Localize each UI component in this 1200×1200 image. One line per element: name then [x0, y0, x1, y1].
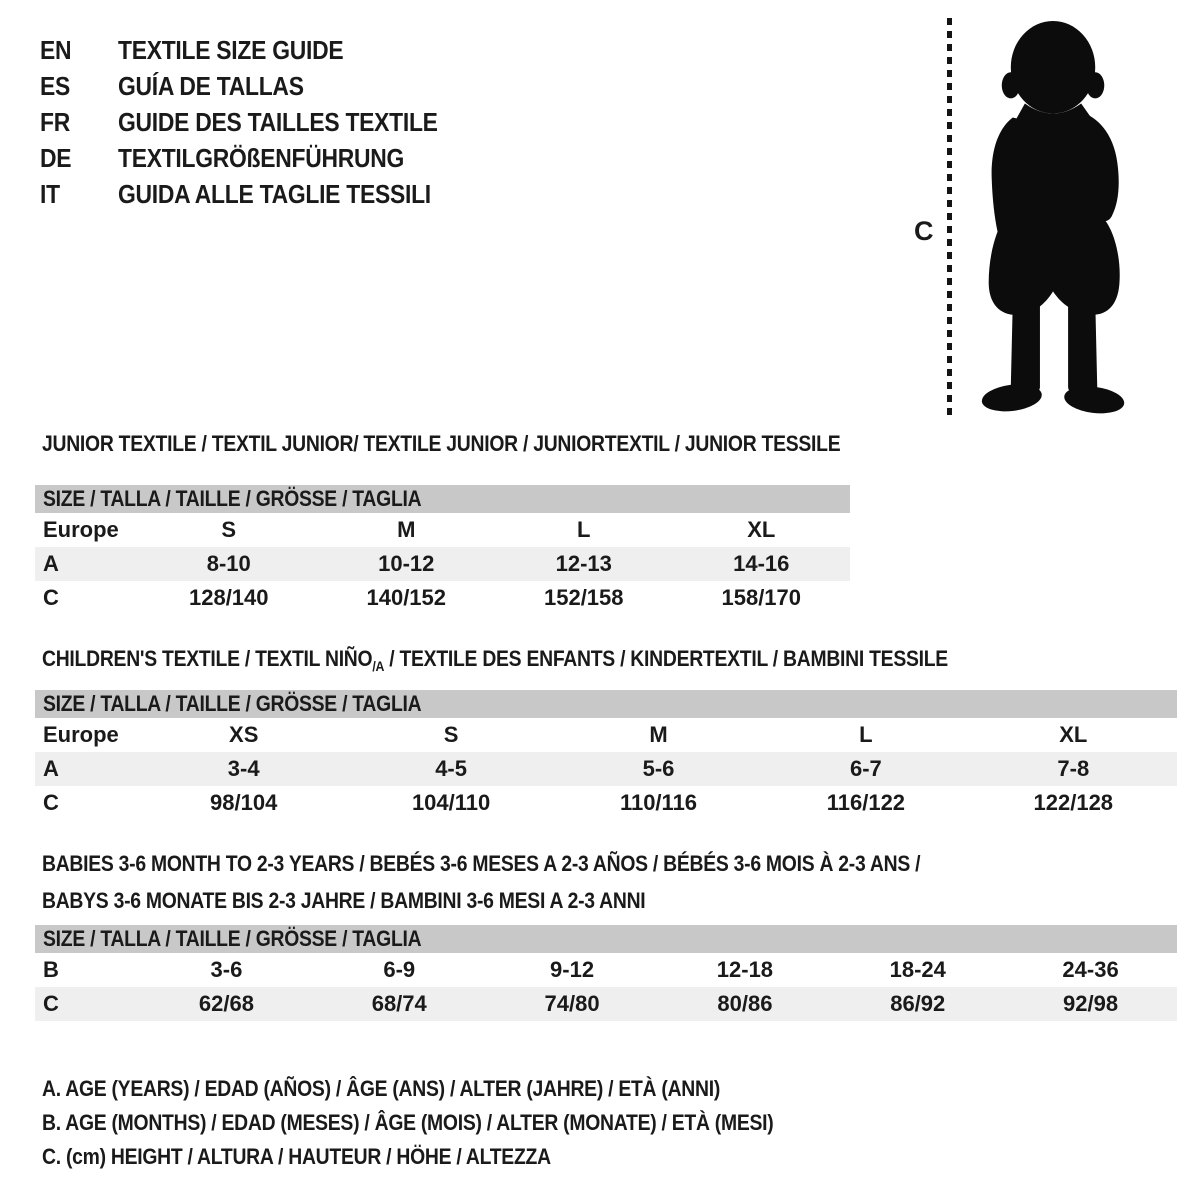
size-cell: 14-16 — [733, 551, 790, 576]
size-cell: 122/128 — [1033, 790, 1114, 815]
section-title-babies: BABIES 3-6 MONTH TO 2-3 YEARS / BEBÉS 3-6 MESES A 2-3 AÑOS / BÉBÉS 3-6 MOIS À 2-3 ANS / BABYS 3-6 MONATE BIS 2-3 JAHRE / BAMBINI 3-6 MESI A 2-3 ANNI — [42, 851, 921, 913]
table-row — [35, 718, 1177, 752]
language-title-de: TEXTILGRÖßENFÜHRUNG — [118, 142, 405, 173]
size-cell: 86/92 — [890, 991, 946, 1016]
size-cell: 7-8 — [1057, 756, 1090, 781]
table-row — [35, 786, 1177, 820]
row-label: C — [43, 790, 59, 815]
size-cell: 6-9 — [383, 957, 416, 982]
size-cell: 110/116 — [619, 790, 698, 815]
row-label: A — [43, 756, 59, 781]
size-cell: 8-10 — [206, 551, 251, 576]
row-label: Europe — [43, 517, 119, 542]
size-cell: S — [221, 517, 237, 542]
legend — [42, 1072, 873, 1174]
legend-line-b: B. AGE (MONTHS) / EDAD (MESES) / ÂGE (MOIS) / ALTER (MONATE) / ETÀ (MESI) — [42, 1110, 774, 1135]
size-cell: 128/140 — [188, 585, 269, 610]
table-row — [35, 752, 1177, 786]
row-label: A — [43, 551, 59, 576]
size-cell: 74/80 — [544, 991, 600, 1016]
babies-size-table — [35, 925, 1177, 1021]
size-cell: 3-6 — [210, 957, 243, 982]
size-cell: 5-6 — [642, 756, 675, 781]
language-title-fr: GUIDE DES TAILLES TEXTILE — [118, 106, 438, 137]
size-cell: S — [443, 722, 459, 747]
table-row — [35, 547, 850, 581]
size-cell: XL — [1059, 722, 1088, 747]
size-cell: 24-36 — [1062, 957, 1119, 982]
size-cell: 18-24 — [889, 957, 946, 982]
language-code-de: DE — [40, 142, 72, 173]
size-cell: 80/86 — [717, 991, 773, 1016]
language-code-fr: FR — [40, 106, 70, 137]
size-cell: 92/98 — [1063, 991, 1119, 1016]
junior-size-table — [35, 485, 850, 615]
size-cell: 158/170 — [721, 585, 802, 610]
language-title-it: GUIDA ALLE TAGLIE TESSILI — [118, 178, 431, 209]
language-code-es: ES — [40, 70, 71, 101]
size-cell: M — [649, 722, 668, 747]
children-size-table — [35, 690, 1177, 820]
table-header-size: SIZE / TALLA / TAILLE / GRÖSSE / TAGLIA — [35, 485, 850, 513]
table-row — [35, 987, 1177, 1021]
row-label: B — [43, 957, 59, 982]
size-cell: 9-12 — [550, 957, 595, 982]
size-cell: 12-13 — [555, 551, 612, 576]
language-row-es — [40, 68, 481, 104]
language-row-fr — [40, 104, 481, 140]
size-cell: 4-5 — [435, 756, 467, 781]
language-code-it: IT — [40, 178, 60, 209]
height-measure-label: C — [914, 216, 934, 246]
row-label: Europe — [43, 722, 119, 747]
language-row-it — [40, 176, 481, 212]
language-title-en: TEXTILE SIZE GUIDE — [118, 34, 344, 65]
size-cell: 10-12 — [378, 551, 435, 576]
size-cell: 98/104 — [210, 790, 278, 815]
legend-line-a: A. AGE (YEARS) / EDAD (AÑOS) / ÂGE (ANS) / ALTER (JAHRE) / ETÀ (ANNI) — [42, 1076, 721, 1101]
table-row — [35, 513, 850, 547]
language-header — [40, 32, 481, 212]
size-cell: 6-7 — [849, 756, 882, 781]
height-measure-dashed-line — [947, 18, 952, 416]
legend-line-c: C. (cm) HEIGHT / ALTURA / HAUTEUR / HÖHE / ALTEZZA — [42, 1144, 551, 1169]
language-title-es: GUÍA DE TALLAS — [118, 70, 304, 101]
language-code-en: EN — [40, 34, 72, 65]
size-cell: 140/152 — [366, 585, 447, 610]
size-cell: 3-4 — [227, 756, 260, 781]
table-row — [35, 581, 850, 615]
size-cell: XS — [229, 722, 259, 747]
size-cell: 68/74 — [371, 991, 427, 1016]
table-row — [35, 953, 1177, 987]
row-label: C — [43, 585, 59, 610]
language-row-de — [40, 140, 481, 176]
size-cell: XL — [747, 517, 776, 542]
size-cell: 116/122 — [826, 790, 906, 815]
size-cell: 12-18 — [716, 957, 774, 982]
size-cell: 152/158 — [543, 585, 624, 610]
size-cell: L — [859, 722, 873, 747]
table-header-size: SIZE / TALLA / TAILLE / GRÖSSE / TAGLIA — [35, 690, 1177, 718]
toddler-silhouette-icon — [964, 15, 1136, 417]
size-cell: L — [577, 517, 591, 542]
row-label: C — [43, 991, 59, 1016]
size-cell: 104/110 — [411, 790, 491, 815]
size-cell: M — [397, 517, 416, 542]
section-title-junior: JUNIOR TEXTILE / TEXTIL JUNIOR/ TEXTILE JUNIOR / JUNIORTEXTIL / JUNIOR TESSILE — [42, 431, 841, 456]
size-cell: 62/68 — [198, 991, 254, 1016]
section-title-children: CHILDREN'S TEXTILE / TEXTIL $NIÑO_{/A}$ / TEXTILE DES ENFANTS / KINDERTEXTIL / BAMBINI TESSILE — [42, 646, 948, 674]
language-row-en — [40, 32, 481, 68]
table-header-size: SIZE / TALLA / TAILLE / GRÖSSE / TAGLIA — [35, 925, 1177, 953]
